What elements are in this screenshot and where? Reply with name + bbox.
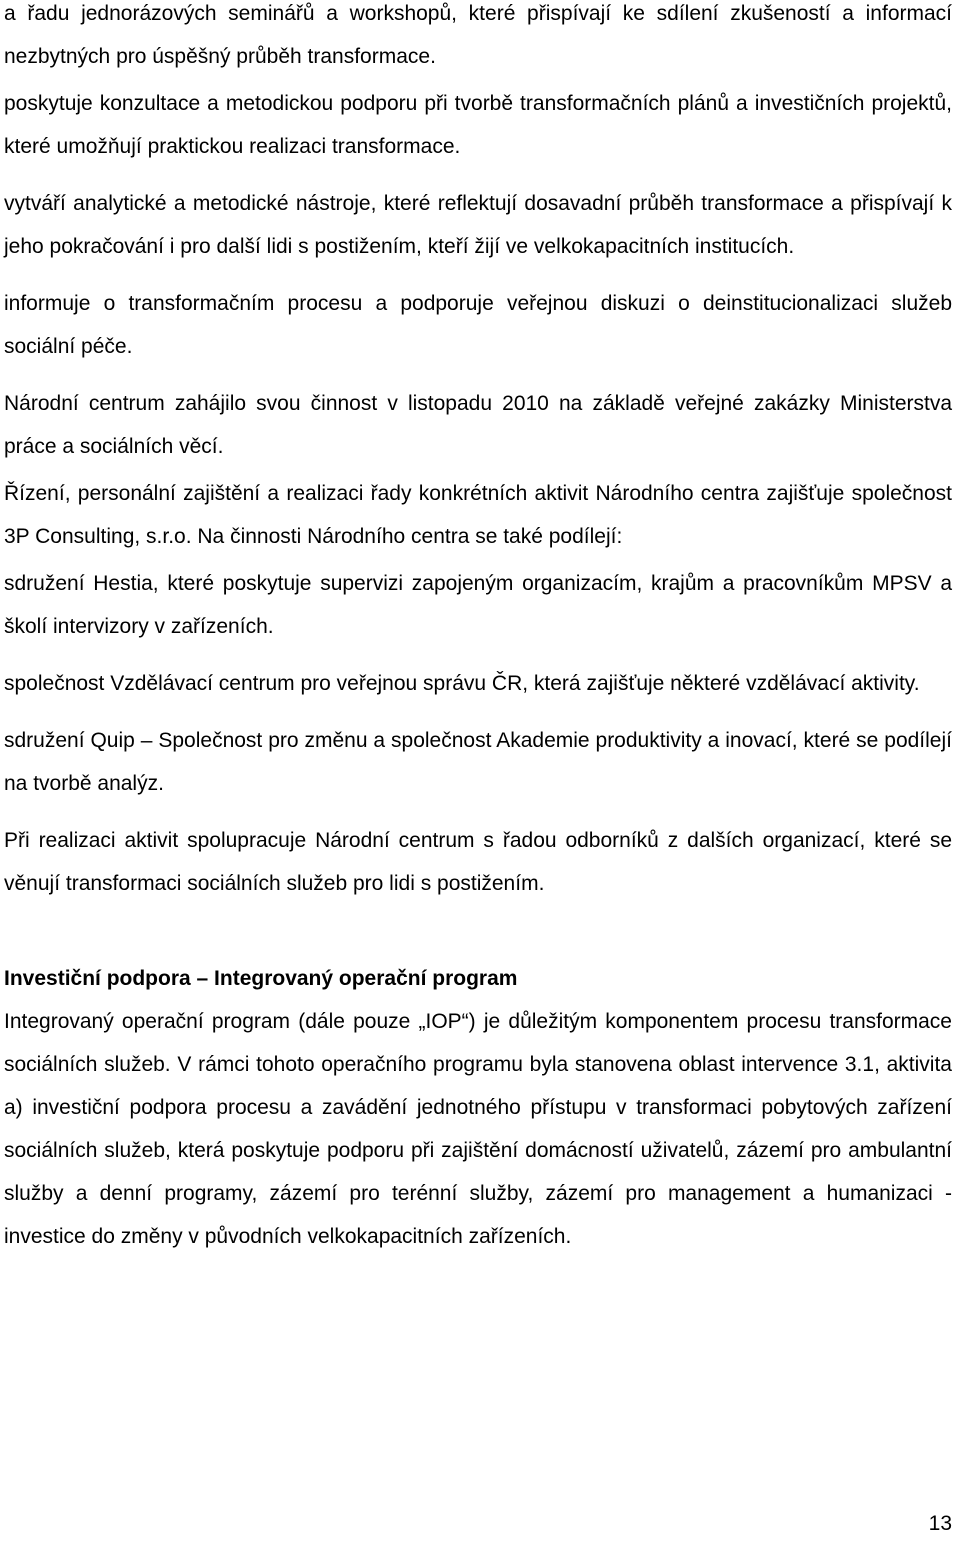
paragraph-hestia: sdružení Hestia, které poskytuje supervizi zapojeným organizacím, krajům a pracovníkům MPSV a školí intervizory v zařízeních. bbox=[4, 572, 952, 638]
paragraph-iop: Integrovaný operační program (dále pouze „IOP“) je důležitým komponentem procesu transformace sociálních služeb. V rámci tohoto operačního programu byla stanovena oblast intervence 3.1, aktivita a) investiční podpora procesu a zavádění jednotného přístupu v transformaci pobytových zařízení sociálních služeb, která poskytuje podporu při zajištění domácností uživatelů, zázemí pro ambulantní služby a denní programy, zázemí pro terénní služby, zázemí pro management a humanizaci - investice do změny v původních velkokapacitních zařízeních. bbox=[4, 1010, 952, 1248]
paragraph-quip: sdružení Quip – Společnost pro změnu a společnost Akademie produktivity a inovací, které se podílejí na tvorbě analýz. bbox=[4, 729, 952, 795]
paragraph-seminars: a řadu jednorázových seminářů a workshopů, které přispívají ke sdílení zkušeností a informací nezbytných pro úspěšný průběh transformace. bbox=[4, 2, 952, 68]
paragraph-management: Řízení, personální zajištění a realizaci řady konkrétních aktivit Národního centra zajišťuje společnost 3P Consulting, s.r.o. Na činnosti Národního centra se také podílejí: bbox=[4, 482, 952, 548]
paragraph-analytic-tools: vytváří analytické a metodické nástroje, které reflektují dosavadní průběh transformace a přispívají k jeho pokračování i pro další lidi s postižením, kteří žijí ve velkokapacitních institucích. bbox=[4, 192, 952, 258]
paragraph-cooperation: Při realizaci aktivit spolupracuje Národní centrum s řadou odborníků z dalších organizací, které se věnují transformaci sociálních služeb pro lidi s postižením. bbox=[4, 829, 952, 895]
document-page bbox=[4, 0, 952, 1258]
paragraph-consultations: poskytuje konzultace a metodickou podporu při tvorbě transformačních plánů a investičních projektů, které umožňují praktickou realizaci transformace. bbox=[4, 92, 952, 158]
paragraph-informs: informuje o transformačním procesu a podporuje veřejnou diskuzi o deinstitucionalizaci služeb sociální péče. bbox=[4, 292, 952, 358]
paragraph-national-centre-start: Národní centrum zahájilo svou činnost v listopadu 2010 na základě veřejné zakázky Ministerstva práce a sociálních věcí. bbox=[4, 392, 952, 458]
paragraph-education-centre: společnost Vzdělávací centrum pro veřejnou správu ČR, která zajišťuje některé vzdělávací aktivity. bbox=[4, 672, 920, 695]
page-number: 13 bbox=[928, 1512, 952, 1535]
section-heading-iop: Investiční podpora – Integrovaný operační program bbox=[4, 967, 518, 990]
